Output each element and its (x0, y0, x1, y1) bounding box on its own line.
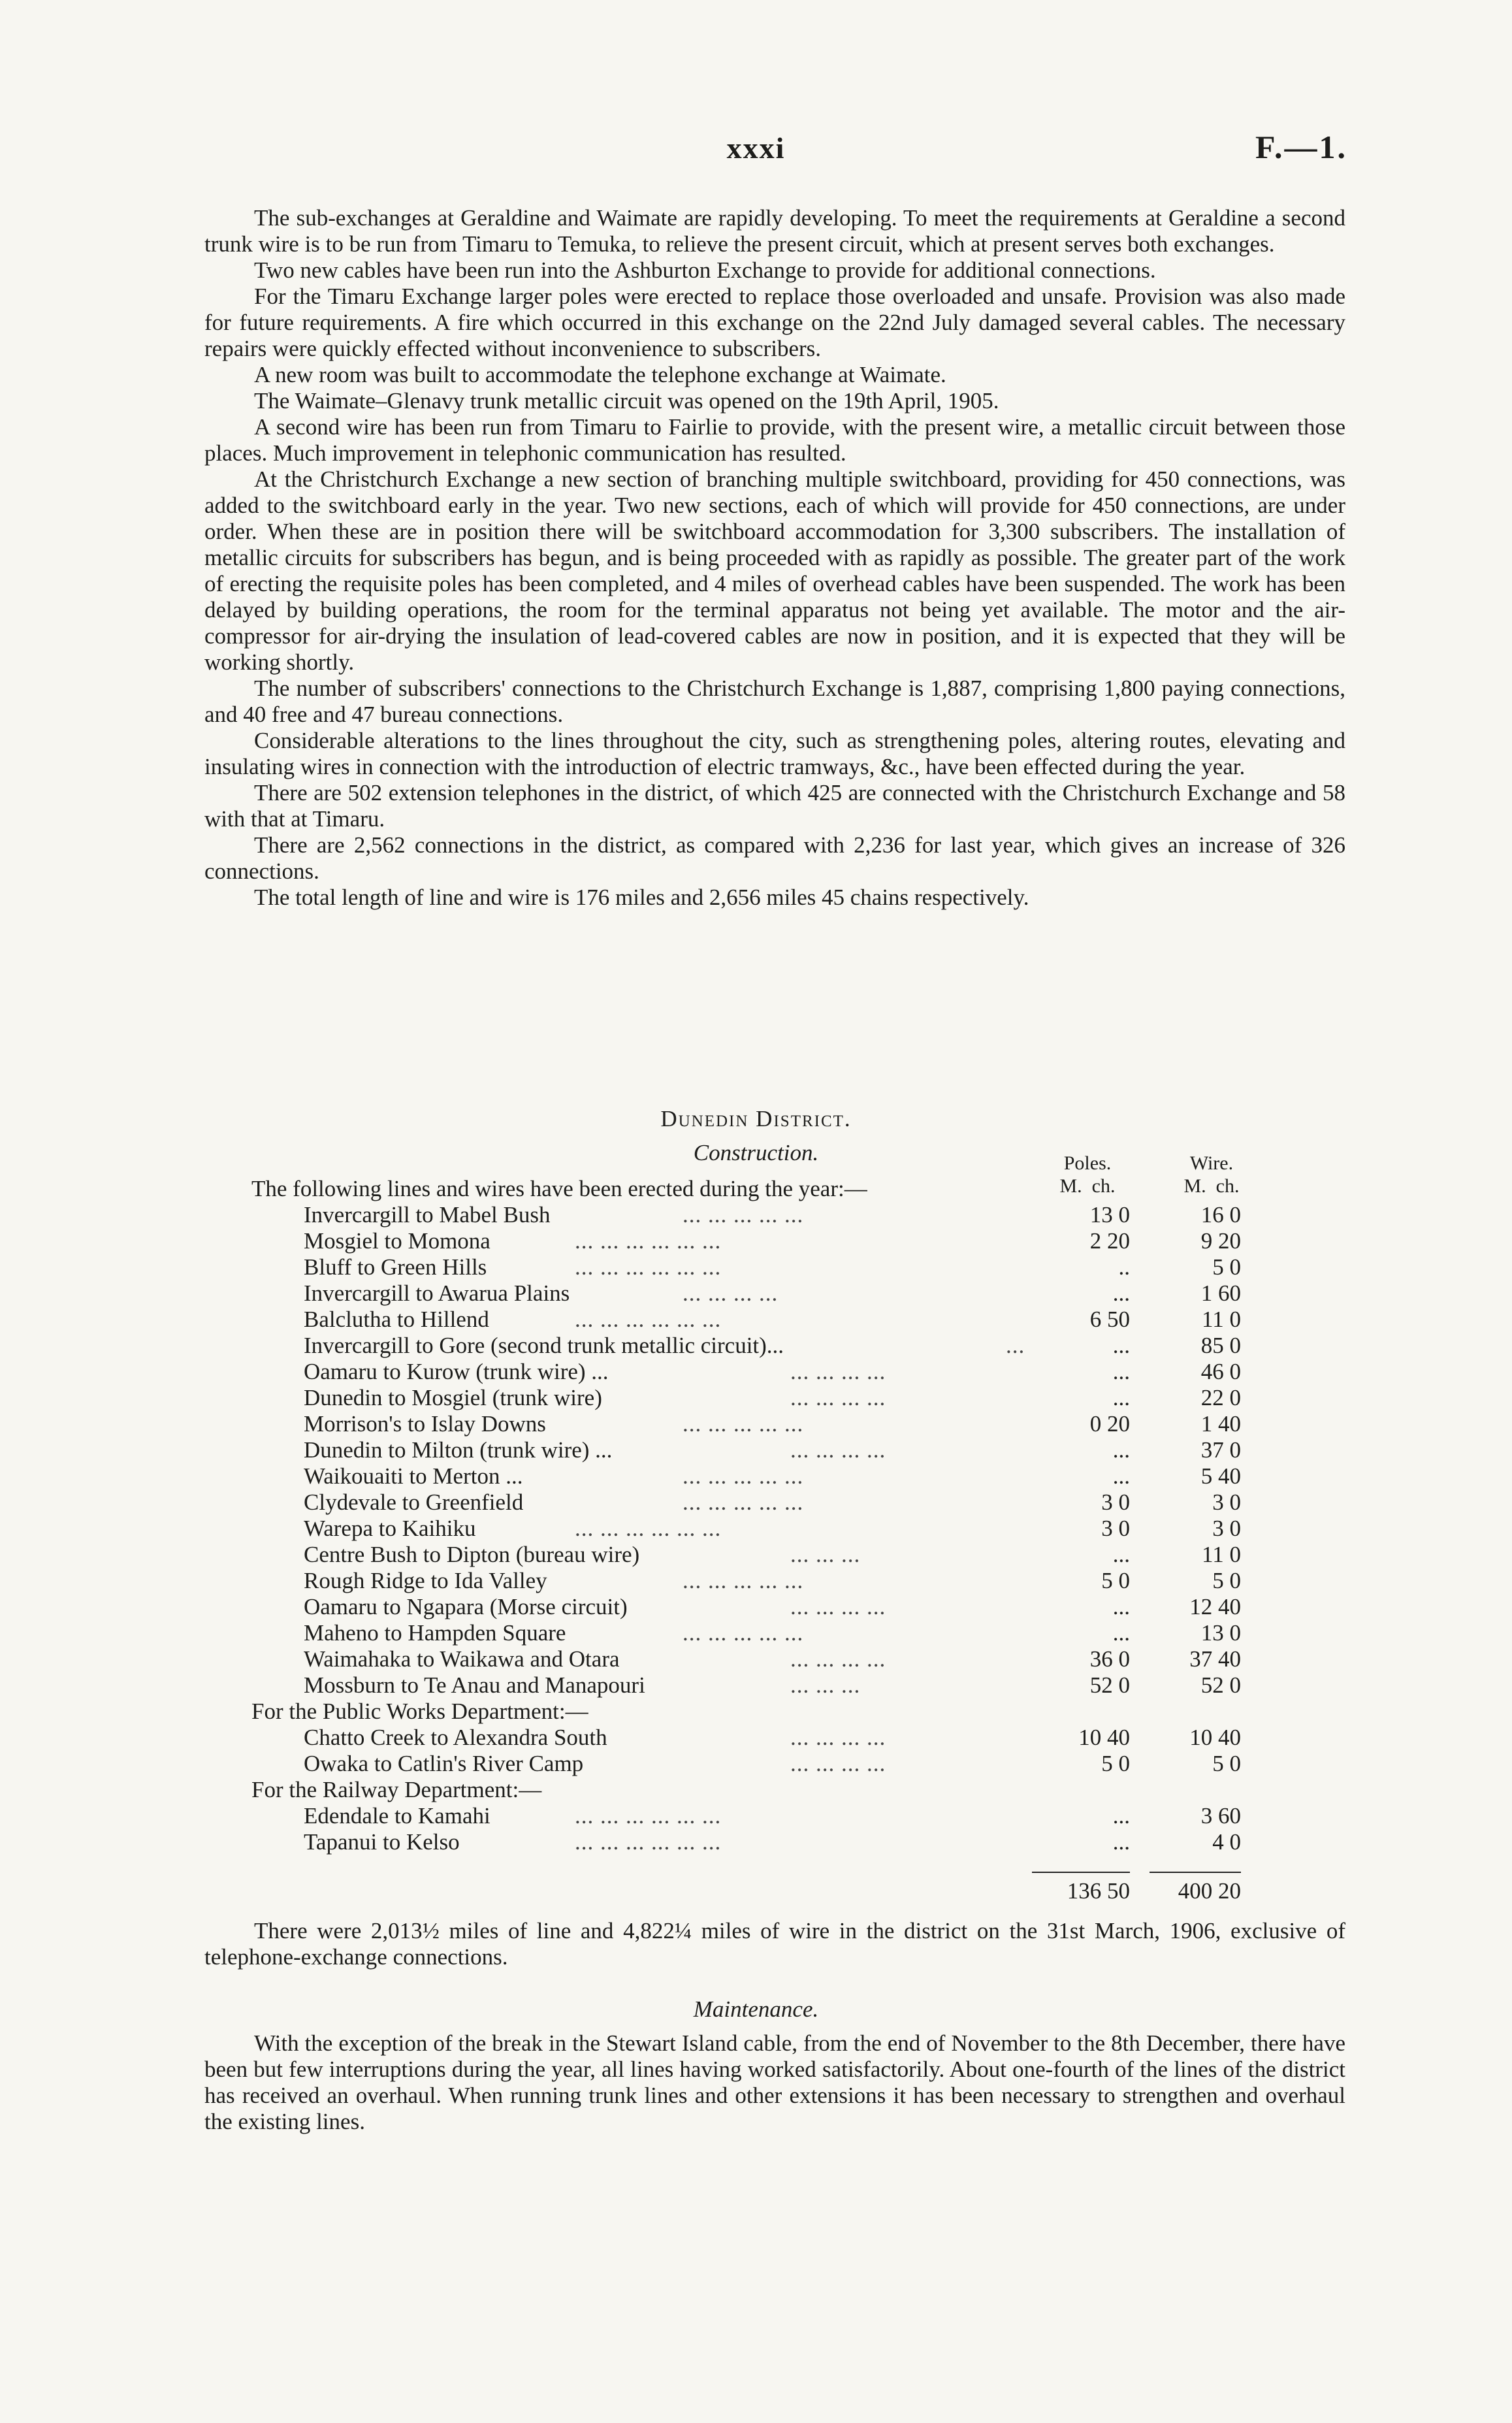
row-poles: ... (1112, 1594, 1130, 1619)
row-label: Balclutha to Hillend (304, 1307, 489, 1332)
row-wire: 10 40 (1189, 1725, 1241, 1750)
row-wire: 5 0 (1212, 1568, 1241, 1593)
row-poles: .. (1118, 1254, 1130, 1280)
table-row (0, 1646, 1512, 1672)
row-poles: ... (1112, 1829, 1130, 1855)
paragraph-timaru-fairlie: A second wire has been run from Timaru to Fairlie to provide, with the present wire, a metallic circuit between those places. Much improvement in telephonic communication has resulted. (204, 414, 1345, 466)
row-wire: 3 60 (1200, 1803, 1241, 1829)
row-leader-dots: ... ... ... ... (790, 1751, 886, 1776)
row-poles: ... (1112, 1620, 1130, 1646)
row-wire: 9 20 (1200, 1228, 1241, 1254)
row-leader-dots: ... ... ... ... (790, 1359, 886, 1384)
row-label: Waikouaiti to Merton ... (304, 1463, 523, 1489)
page-number: xxxi (726, 131, 786, 165)
row-label: Warepa to Kaihiku (304, 1516, 476, 1541)
row-label: Invercargill to Mabel Bush (304, 1202, 551, 1228)
table-row (0, 1463, 1512, 1489)
row-leader-dots: ... ... ... ... ... (683, 1202, 804, 1228)
row-leader-dots: ... ... ... ... (790, 1437, 886, 1463)
row-wire: 3 0 (1212, 1489, 1241, 1515)
paragraph-christchurch-exchange: At the Christchurch Exchange a new section of branching multiple switchboard, providing for 450 connections, was added to the switchboard early in the year. Two new sections, each of which will provide for 450 connections, are under order. When these are in position there will be switchboard accommodation for 3,300 subscribers. The installation of metallic circuits for subscribers has begun, and is being proceeded with as rapidly as possible. The greater part of the work of erecting the requisite poles has been completed, and 4 miles of overhead cables have been suspended. The work has been delayed by building operations, the room for the terminal apparatus not being yet available. The motor and the air-compressor for air-drying the insulation of lead-covered cables are now in position, and it is expected that they will be working shortly. (204, 466, 1345, 675)
row-label: Invercargill to Awarua Plains (304, 1280, 570, 1306)
row-wire: 5 40 (1200, 1463, 1241, 1489)
poles-total-rule (1032, 1872, 1130, 1873)
table-row (0, 1254, 1512, 1280)
row-leader-dots: ... ... ... ... ... (683, 1463, 804, 1489)
row-poles: ... (1112, 1803, 1130, 1829)
wire-units-header: M. ch. (1183, 1175, 1240, 1197)
row-poles: ... (1112, 1437, 1130, 1463)
table-row (0, 1411, 1512, 1437)
row-poles: ... (1112, 1359, 1130, 1384)
row-label: Morrison's to Islay Downs (304, 1411, 546, 1437)
row-poles: ... (1112, 1463, 1130, 1489)
poles-column-header: Poles. (1063, 1152, 1112, 1174)
row-leader-dots: ... ... ... ... ... ... (575, 1254, 722, 1280)
row-wire: 13 0 (1200, 1620, 1241, 1646)
row-label: Mosgiel to Momona (304, 1228, 491, 1254)
paragraph-district-totals: There were 2,013½ miles of line and 4,822¼ miles of wire in the district on the 31st March, 1906, exclusive of telephone-exchange connections. (204, 1918, 1345, 1970)
row-leader-dots: ... ... ... ... ... ... (575, 1228, 722, 1254)
row-label: Rough Ridge to Ida Valley (304, 1568, 547, 1593)
maintenance-text (204, 2030, 1345, 2135)
row-leader-dots: ... ... ... ... (790, 1594, 886, 1619)
row-leader-dots: ... ... ... ... ... ... (575, 1803, 722, 1829)
poles-total: 136 50 (1067, 1878, 1130, 1904)
row-leader-dots: ... ... ... (790, 1542, 861, 1567)
paragraph-city-alterations: Considerable alterations to the lines throughout the city, such as strengthening poles, altering routes, elevating and insulating wires in connection with the introduction of electric tramways, &c., have been effected during the year. (204, 728, 1345, 779)
table-row (0, 1437, 1512, 1463)
paragraph-total-length: The total length of line and wire is 176 miles and 2,656 miles 45 chains respectively. (254, 885, 1029, 910)
row-poles: 10 40 (1078, 1725, 1130, 1750)
public-works-heading-row (0, 1699, 1512, 1725)
row-wire: 12 40 (1189, 1594, 1241, 1619)
table-intro-text: The following lines and wires have been erected during the year:— (251, 1176, 867, 1201)
row-leader-dots: ... ... ... ... (790, 1725, 886, 1750)
row-leader-dots: ... ... ... ... ... ... (575, 1307, 722, 1332)
public-works-heading: For the Public Works Department:— (251, 1699, 588, 1724)
row-poles: 5 0 (1101, 1751, 1130, 1776)
row-wire: 16 0 (1200, 1202, 1241, 1228)
table-row (0, 1307, 1512, 1333)
row-poles: 13 0 (1089, 1202, 1130, 1228)
row-leader-dots: ... ... ... ... ... (683, 1411, 804, 1437)
row-label: Bluff to Green Hills (304, 1254, 487, 1280)
row-poles: 2 20 (1089, 1228, 1130, 1254)
row-label: Dunedin to Milton (trunk wire) ... (304, 1437, 613, 1463)
row-label: Dunedin to Mosgiel (trunk wire) (304, 1385, 602, 1410)
table-row (0, 1620, 1512, 1646)
row-leader-dots: ... ... ... ... ... ... (575, 1516, 722, 1541)
row-poles: ... (1112, 1385, 1130, 1410)
row-wire: 1 60 (1200, 1280, 1241, 1306)
table-row (0, 1803, 1512, 1829)
table-intro-row (0, 1176, 1512, 1202)
row-poles: 3 0 (1101, 1516, 1130, 1541)
row-leader-dots: ... ... ... ... (790, 1646, 886, 1672)
table-total-row (0, 1878, 1512, 1904)
paragraph-waimate-room: A new room was built to accommodate the telephone exchange at Waimate. (254, 362, 946, 387)
paragraph-subscriber-connections: The number of subscribers' connections to the Christchurch Exchange is 1,887, comprising 1,800 paying connections, and 40 free and 47 bureau connections. (204, 675, 1345, 727)
row-label: Waimahaka to Waikawa and Otara (304, 1646, 620, 1672)
row-wire: 22 0 (1200, 1385, 1241, 1410)
table-row (0, 1829, 1512, 1855)
railway-heading: For the Railway Department:— (251, 1777, 542, 1802)
paragraph-timaru-exchange: For the Timaru Exchange larger poles were erected to replace those overloaded and unsafe. Provision was also made for future requirements. A fire which occurred in this exchange on the 22nd July damaged several cables. The necessary repairs were quickly effected without inconvenience to subscribers. (204, 284, 1345, 361)
wire-total-rule (1150, 1872, 1241, 1873)
table-row (0, 1333, 1512, 1359)
table-row (0, 1489, 1512, 1516)
row-label: Edendale to Kamahi (304, 1803, 491, 1829)
table-row (0, 1568, 1512, 1594)
row-wire: 52 0 (1200, 1672, 1241, 1698)
after-table-text (204, 1918, 1345, 1970)
table-row (0, 1516, 1512, 1542)
railway-heading-row (0, 1777, 1512, 1803)
paragraph-ashburton-cables: Two new cables have been run into the Ashburton Exchange to provide for additional connections. (254, 257, 1156, 283)
row-leader-dots: ... (1006, 1333, 1025, 1358)
row-label: Invercargill to Gore (second trunk metallic circuit)... (304, 1333, 784, 1358)
row-label: Owaka to Catlin's River Camp (304, 1751, 584, 1776)
row-leader-dots: ... ... ... ... ... ... (575, 1829, 722, 1855)
row-leader-dots: ... ... ... (790, 1672, 861, 1698)
table-row (0, 1751, 1512, 1777)
row-poles: 5 0 (1101, 1568, 1130, 1593)
row-wire: 3 0 (1212, 1516, 1241, 1541)
wire-total: 400 20 (1178, 1878, 1241, 1904)
row-poles: 0 20 (1089, 1411, 1130, 1437)
paragraph-waimate-glenavy: The Waimate–Glenavy trunk metallic circuit was opened on the 19th April, 1905. (254, 388, 999, 414)
row-label: Oamaru to Kurow (trunk wire) ... (304, 1359, 609, 1384)
row-poles: ... (1112, 1280, 1130, 1306)
row-poles: ... (1112, 1333, 1130, 1358)
construction-heading: Construction. (693, 1140, 819, 1165)
poles-units-header: M. ch. (1059, 1175, 1116, 1197)
document-reference: F.—1. (1255, 129, 1347, 165)
table-row (0, 1385, 1512, 1411)
row-poles: 3 0 (1101, 1489, 1130, 1515)
paragraph-maintenance: With the exception of the break in the Stewart Island cable, from the end of November to the 8th December, there have been but few interruptions during the year, all lines having worked satisfactorily. About one-fourth of the lines of the district has received an overhaul. When running trunk lines and other extensions it has been necessary to strengthen and overhaul the existing lines. (204, 2030, 1345, 2134)
table-row (0, 1594, 1512, 1620)
row-wire: 37 0 (1200, 1437, 1241, 1463)
row-leader-dots: ... ... ... ... ... (683, 1489, 804, 1515)
table-row (0, 1359, 1512, 1385)
table-row (0, 1228, 1512, 1254)
paragraph-district-connections: There are 2,562 connections in the district, as compared with 2,236 for last year, which gives an increase of 326 connections. (204, 832, 1345, 884)
row-wire: 85 0 (1200, 1333, 1241, 1358)
row-label: Tapanui to Kelso (304, 1829, 460, 1855)
row-poles: 36 0 (1089, 1646, 1130, 1672)
table-row (0, 1672, 1512, 1699)
row-leader-dots: ... ... ... ... (790, 1385, 886, 1410)
row-wire: 37 40 (1189, 1646, 1241, 1672)
wire-column-header: Wire. (1189, 1152, 1234, 1174)
row-leader-dots: ... ... ... ... ... (683, 1568, 804, 1593)
row-wire: 11 0 (1202, 1307, 1241, 1332)
row-poles: 6 50 (1089, 1307, 1130, 1332)
district-heading: Dunedin District. (660, 1106, 852, 1131)
row-wire: 11 0 (1202, 1542, 1241, 1567)
row-label: Mossburn to Te Anau and Manapouri (304, 1672, 645, 1698)
row-wire: 1 40 (1200, 1411, 1241, 1437)
paragraph-geraldine-waimate: The sub-exchanges at Geraldine and Waimate are rapidly developing. To meet the requirements at Geraldine a second trunk wire is to be run from Timaru to Temuka, to relieve the present circuit, which at present serves both exchanges. (204, 205, 1345, 257)
row-wire: 5 0 (1212, 1751, 1241, 1776)
row-poles: 52 0 (1089, 1672, 1130, 1698)
maintenance-heading: Maintenance. (693, 1996, 819, 2022)
row-wire: 5 0 (1212, 1254, 1241, 1280)
row-label: Oamaru to Ngapara (Morse circuit) (304, 1594, 628, 1619)
table-row (0, 1202, 1512, 1228)
row-label: Centre Bush to Dipton (bureau wire) (304, 1542, 640, 1567)
paragraph-extension-telephones: There are 502 extension telephones in the district, of which 425 are connected with the Christchurch Exchange and 58 with that at Timaru. (204, 780, 1345, 832)
row-wire: 4 0 (1212, 1829, 1241, 1855)
row-wire: 46 0 (1200, 1359, 1241, 1384)
row-leader-dots: ... ... ... ... ... (683, 1620, 804, 1646)
table-row (0, 1725, 1512, 1751)
table-row (0, 1280, 1512, 1307)
row-poles: ... (1112, 1542, 1130, 1567)
row-label: Chatto Creek to Alexandra South (304, 1725, 607, 1750)
row-label: Maheno to Hampden Square (304, 1620, 566, 1646)
row-label: Clydevale to Greenfield (304, 1489, 524, 1515)
table-row (0, 1542, 1512, 1568)
row-leader-dots: ... ... ... ... (683, 1280, 779, 1306)
body-text-top (204, 205, 1345, 911)
